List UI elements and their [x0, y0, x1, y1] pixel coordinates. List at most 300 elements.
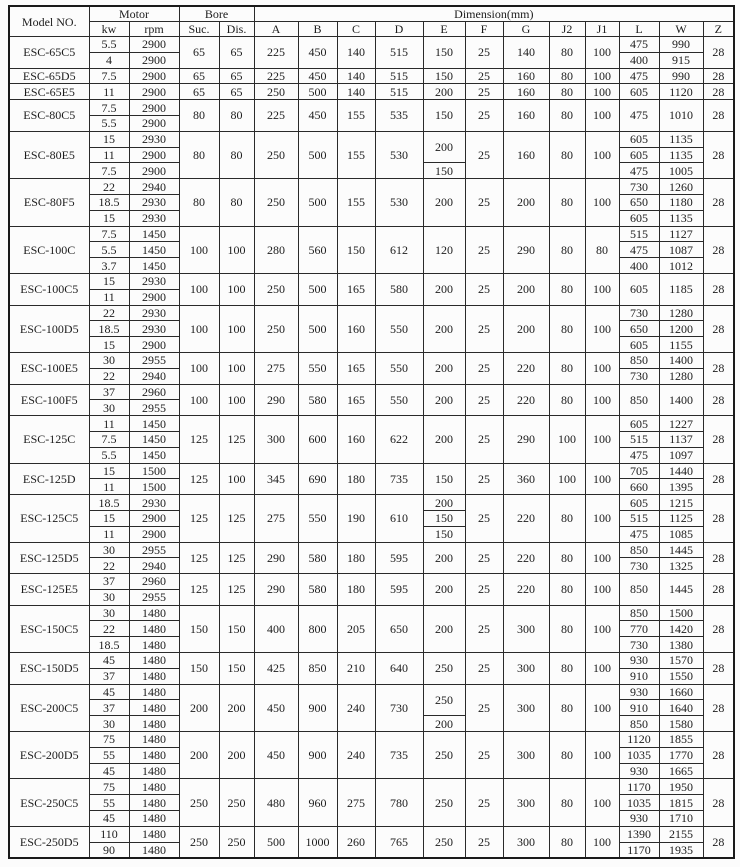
cell-dim-w: 1380 — [659, 637, 703, 653]
cell-kw: 5.5 — [89, 115, 129, 131]
cell-dim-b: 800 — [298, 605, 337, 652]
cell-dim-c: 240 — [337, 684, 375, 731]
cell-dim-d: 765 — [375, 826, 423, 858]
table-row — [9, 605, 734, 621]
table-row — [9, 352, 734, 368]
cell-dim-a: 250 — [254, 179, 298, 226]
cell-dim-c: 155 — [337, 100, 375, 132]
header-dim-b: B — [298, 22, 337, 37]
header-dim-j2: J2 — [549, 22, 585, 37]
cell-dim-g: 200 — [503, 179, 549, 226]
cell-rpm: 2940 — [129, 179, 179, 195]
cell-dim-f: 25 — [465, 684, 503, 731]
cell-kw: 90 — [89, 842, 129, 858]
cell-dim-f: 25 — [465, 305, 503, 352]
cell-dim-b: 580 — [298, 574, 337, 606]
cell-model: ESC-100C — [9, 226, 89, 273]
cell-discharge-bore: 100 — [219, 273, 254, 305]
cell-dim-a: 225 — [254, 100, 298, 132]
cell-dim-b: 560 — [298, 226, 337, 273]
cell-dim-a: 250 — [254, 131, 298, 178]
cell-dim-z: 28 — [703, 68, 734, 84]
cell-kw: 5.5 — [89, 242, 129, 258]
cell-kw: 11 — [89, 479, 129, 495]
cell-dim-b: 580 — [298, 384, 337, 416]
cell-dim-a: 250 — [254, 84, 298, 100]
cell-dim-l: 400 — [619, 52, 659, 68]
cell-kw: 30 — [89, 605, 129, 621]
cell-rpm: 1480 — [129, 826, 179, 842]
cell-kw: 37 — [89, 700, 129, 716]
cell-dim-j1: 100 — [585, 100, 619, 132]
cell-dim-e: 150 — [423, 510, 465, 526]
cell-kw: 7.5 — [89, 431, 129, 447]
cell-kw: 30 — [89, 400, 129, 416]
cell-rpm: 2955 — [129, 400, 179, 416]
cell-dim-l: 605 — [619, 495, 659, 511]
cell-dim-l: 515 — [619, 226, 659, 242]
cell-dim-j2: 80 — [549, 779, 585, 826]
cell-kw: 5.5 — [89, 37, 129, 53]
cell-dim-b: 500 — [298, 179, 337, 226]
cell-model: ESC-80C5 — [9, 100, 89, 132]
cell-dim-l: 910 — [619, 668, 659, 684]
cell-dim-d: 595 — [375, 574, 423, 606]
cell-discharge-bore: 200 — [219, 732, 254, 779]
cell-kw: 110 — [89, 826, 129, 842]
table-row — [9, 384, 734, 400]
cell-dim-e: 120 — [423, 226, 465, 273]
cell-dim-j2: 100 — [549, 463, 585, 495]
cell-dim-g: 140 — [503, 37, 549, 69]
cell-rpm: 1450 — [129, 242, 179, 258]
cell-kw: 15 — [89, 510, 129, 526]
cell-dim-g: 220 — [503, 574, 549, 606]
cell-dim-e: 200 — [423, 384, 465, 416]
cell-rpm: 1480 — [129, 811, 179, 827]
cell-kw: 18.5 — [89, 495, 129, 511]
cell-dim-f: 25 — [465, 179, 503, 226]
cell-discharge-bore: 200 — [219, 684, 254, 731]
cell-dim-j1: 100 — [585, 732, 619, 779]
cell-rpm: 1450 — [129, 226, 179, 242]
cell-discharge-bore: 250 — [219, 826, 254, 858]
cell-dim-l: 850 — [619, 384, 659, 416]
cell-kw: 7.5 — [89, 163, 129, 179]
cell-dim-g: 220 — [503, 384, 549, 416]
cell-dim-j2: 80 — [549, 605, 585, 652]
cell-dim-w: 1215 — [659, 495, 703, 511]
cell-dim-f: 25 — [465, 131, 503, 178]
cell-dim-w: 1815 — [659, 795, 703, 811]
cell-dim-e: 200 — [423, 716, 465, 732]
cell-discharge-bore: 80 — [219, 131, 254, 178]
cell-dim-w: 1445 — [659, 574, 703, 606]
cell-dim-w: 1280 — [659, 368, 703, 384]
cell-rpm: 1480 — [129, 842, 179, 858]
cell-rpm: 2940 — [129, 558, 179, 574]
cell-dim-z: 28 — [703, 37, 734, 69]
cell-rpm: 2930 — [129, 210, 179, 226]
cell-dim-l: 930 — [619, 763, 659, 779]
cell-dim-z: 28 — [703, 463, 734, 495]
header-dim-d: D — [375, 22, 423, 37]
cell-kw: 15 — [89, 273, 129, 289]
cell-dim-d: 530 — [375, 131, 423, 178]
cell-model: ESC-150D5 — [9, 653, 89, 685]
cell-dim-j1: 100 — [585, 84, 619, 100]
cell-dim-z: 28 — [703, 732, 734, 779]
cell-dim-l: 475 — [619, 526, 659, 542]
cell-dim-f: 25 — [465, 463, 503, 495]
cell-dim-c: 180 — [337, 574, 375, 606]
cell-dim-w: 915 — [659, 52, 703, 68]
table-row — [9, 305, 734, 321]
cell-dim-e: 150 — [423, 68, 465, 84]
cell-dim-w: 1010 — [659, 100, 703, 132]
cell-dim-l: 475 — [619, 68, 659, 84]
header-dim-g: G — [503, 22, 549, 37]
cell-rpm: 2960 — [129, 384, 179, 400]
cell-kw: 7.5 — [89, 68, 129, 84]
cell-dim-a: 290 — [254, 384, 298, 416]
cell-rpm: 2940 — [129, 368, 179, 384]
table-row — [9, 495, 734, 511]
cell-dim-b: 960 — [298, 779, 337, 826]
cell-suction-bore: 150 — [179, 605, 219, 652]
cell-rpm: 2900 — [129, 289, 179, 305]
cell-kw: 55 — [89, 795, 129, 811]
cell-dim-c: 150 — [337, 226, 375, 273]
cell-discharge-bore: 65 — [219, 37, 254, 69]
cell-discharge-bore: 150 — [219, 653, 254, 685]
header-row-groups — [9, 6, 734, 22]
cell-dim-e: 150 — [423, 526, 465, 542]
cell-dim-w: 1260 — [659, 179, 703, 195]
cell-dim-w: 1580 — [659, 716, 703, 732]
cell-dim-l: 850 — [619, 605, 659, 621]
cell-dim-e: 200 — [423, 131, 465, 163]
cell-rpm: 1480 — [129, 684, 179, 700]
cell-dim-j2: 80 — [549, 495, 585, 542]
cell-dim-d: 612 — [375, 226, 423, 273]
cell-dim-g: 160 — [503, 84, 549, 100]
cell-dim-a: 275 — [254, 352, 298, 384]
cell-dim-w: 1935 — [659, 842, 703, 858]
cell-suction-bore: 250 — [179, 826, 219, 858]
cell-dim-a: 290 — [254, 574, 298, 606]
cell-model: ESC-80E5 — [9, 131, 89, 178]
cell-model: ESC-150C5 — [9, 605, 89, 652]
cell-rpm: 2930 — [129, 305, 179, 321]
cell-dim-a: 450 — [254, 684, 298, 731]
cell-kw: 18.5 — [89, 637, 129, 653]
cell-dim-z: 28 — [703, 226, 734, 273]
cell-kw: 22 — [89, 179, 129, 195]
cell-discharge-bore: 65 — [219, 68, 254, 84]
cell-dim-g: 200 — [503, 273, 549, 305]
cell-dim-j2: 80 — [549, 542, 585, 574]
cell-dim-f: 25 — [465, 826, 503, 858]
cell-rpm: 1480 — [129, 700, 179, 716]
cell-suction-bore: 65 — [179, 68, 219, 84]
cell-kw: 22 — [89, 621, 129, 637]
header-dim-e: E — [423, 22, 465, 37]
cell-dim-f: 25 — [465, 542, 503, 574]
cell-dim-z: 28 — [703, 273, 734, 305]
cell-dim-d: 515 — [375, 84, 423, 100]
cell-dim-w: 1950 — [659, 779, 703, 795]
cell-dim-b: 450 — [298, 37, 337, 69]
cell-dim-w: 1665 — [659, 763, 703, 779]
cell-dim-z: 28 — [703, 100, 734, 132]
cell-rpm: 1480 — [129, 732, 179, 748]
cell-dim-g: 300 — [503, 653, 549, 685]
cell-model: ESC-65D5 — [9, 68, 89, 84]
cell-rpm: 1450 — [129, 431, 179, 447]
cell-dim-j2: 80 — [549, 653, 585, 685]
cell-rpm: 1450 — [129, 258, 179, 274]
table-row — [9, 542, 734, 558]
cell-dim-l: 475 — [619, 100, 659, 132]
cell-dim-z: 28 — [703, 605, 734, 652]
cell-discharge-bore: 65 — [219, 84, 254, 100]
cell-discharge-bore: 125 — [219, 416, 254, 463]
cell-rpm: 1480 — [129, 795, 179, 811]
header-model-no: Model NO. — [9, 6, 89, 37]
cell-dim-j2: 80 — [549, 68, 585, 84]
cell-model: ESC-200C5 — [9, 684, 89, 731]
cell-model: ESC-80F5 — [9, 179, 89, 226]
cell-model: ESC-125C5 — [9, 495, 89, 542]
cell-dim-g: 160 — [503, 68, 549, 84]
cell-dim-w: 1440 — [659, 463, 703, 479]
cell-dim-e: 200 — [423, 542, 465, 574]
cell-rpm: 2900 — [129, 526, 179, 542]
cell-dim-b: 500 — [298, 84, 337, 100]
cell-rpm: 2930 — [129, 321, 179, 337]
cell-discharge-bore: 100 — [219, 226, 254, 273]
cell-dim-w: 1125 — [659, 510, 703, 526]
cell-dim-c: 160 — [337, 416, 375, 463]
cell-kw: 55 — [89, 747, 129, 763]
cell-dim-j1: 100 — [585, 779, 619, 826]
cell-dim-e: 200 — [423, 179, 465, 226]
cell-discharge-bore: 125 — [219, 495, 254, 542]
table-header — [9, 6, 734, 37]
cell-dim-w: 2155 — [659, 826, 703, 842]
cell-kw: 22 — [89, 305, 129, 321]
cell-dim-c: 190 — [337, 495, 375, 542]
header-kw: kw — [89, 22, 129, 37]
cell-dim-l: 1170 — [619, 779, 659, 795]
cell-dim-z: 28 — [703, 826, 734, 858]
cell-dim-g: 300 — [503, 826, 549, 858]
cell-dim-w: 1135 — [659, 210, 703, 226]
cell-kw: 15 — [89, 463, 129, 479]
cell-discharge-bore: 125 — [219, 542, 254, 574]
table-row — [9, 273, 734, 289]
cell-dim-a: 225 — [254, 68, 298, 84]
cell-dim-l: 605 — [619, 210, 659, 226]
cell-dim-d: 550 — [375, 352, 423, 384]
cell-dim-d: 640 — [375, 653, 423, 685]
cell-dim-e: 200 — [423, 273, 465, 305]
cell-rpm: 1480 — [129, 605, 179, 621]
cell-dim-w: 1120 — [659, 84, 703, 100]
cell-dim-l: 605 — [619, 273, 659, 305]
cell-model: ESC-65E5 — [9, 84, 89, 100]
cell-dim-d: 595 — [375, 542, 423, 574]
cell-kw: 22 — [89, 368, 129, 384]
cell-rpm: 2900 — [129, 52, 179, 68]
cell-dim-g: 200 — [503, 305, 549, 352]
cell-dim-f: 25 — [465, 84, 503, 100]
cell-suction-bore: 100 — [179, 305, 219, 352]
cell-kw: 37 — [89, 668, 129, 684]
cell-suction-bore: 100 — [179, 384, 219, 416]
cell-dim-b: 690 — [298, 463, 337, 495]
cell-dim-l: 770 — [619, 621, 659, 637]
cell-dim-j1: 100 — [585, 684, 619, 731]
cell-dim-j1: 100 — [585, 416, 619, 463]
cell-dim-z: 28 — [703, 384, 734, 416]
cell-dim-a: 480 — [254, 779, 298, 826]
cell-discharge-bore: 80 — [219, 179, 254, 226]
cell-dim-c: 155 — [337, 179, 375, 226]
cell-dim-l: 475 — [619, 242, 659, 258]
cell-dim-f: 25 — [465, 384, 503, 416]
cell-dim-l: 930 — [619, 653, 659, 669]
cell-dim-d: 735 — [375, 463, 423, 495]
header-suc: Suc. — [179, 22, 219, 37]
cell-dim-l: 1035 — [619, 795, 659, 811]
cell-kw: 15 — [89, 131, 129, 147]
header-dim-z: Z — [703, 22, 734, 37]
cell-rpm: 1480 — [129, 779, 179, 795]
cell-dim-j2: 80 — [549, 574, 585, 606]
cell-rpm: 2930 — [129, 495, 179, 511]
cell-dim-c: 205 — [337, 605, 375, 652]
cell-rpm: 1450 — [129, 416, 179, 432]
cell-dim-a: 450 — [254, 732, 298, 779]
table-row — [9, 684, 734, 700]
cell-dim-j1: 100 — [585, 542, 619, 574]
spec-table-body — [9, 37, 734, 859]
table-row — [9, 732, 734, 748]
cell-kw: 7.5 — [89, 226, 129, 242]
cell-dim-l: 515 — [619, 431, 659, 447]
cell-dim-w: 1570 — [659, 653, 703, 669]
cell-dim-f: 25 — [465, 732, 503, 779]
cell-rpm: 1480 — [129, 716, 179, 732]
cell-dim-j1: 100 — [585, 273, 619, 305]
cell-dim-c: 260 — [337, 826, 375, 858]
cell-suction-bore: 125 — [179, 495, 219, 542]
cell-kw: 11 — [89, 84, 129, 100]
cell-model: ESC-125D5 — [9, 542, 89, 574]
cell-kw: 11 — [89, 289, 129, 305]
cell-dim-z: 28 — [703, 495, 734, 542]
cell-dim-w: 1135 — [659, 131, 703, 147]
cell-dim-b: 1000 — [298, 826, 337, 858]
cell-dim-e: 200 — [423, 352, 465, 384]
cell-dim-l: 1035 — [619, 747, 659, 763]
cell-dim-g: 300 — [503, 605, 549, 652]
cell-dim-l: 730 — [619, 637, 659, 653]
cell-dim-l: 475 — [619, 163, 659, 179]
cell-dim-b: 850 — [298, 653, 337, 685]
cell-dim-g: 300 — [503, 684, 549, 731]
table-row — [9, 100, 734, 116]
cell-dim-j2: 80 — [549, 84, 585, 100]
cell-dim-w: 1640 — [659, 700, 703, 716]
header-dim-a: A — [254, 22, 298, 37]
cell-discharge-bore: 100 — [219, 305, 254, 352]
cell-suction-bore: 100 — [179, 226, 219, 273]
cell-dim-e: 200 — [423, 605, 465, 652]
cell-kw: 18.5 — [89, 321, 129, 337]
cell-kw: 15 — [89, 337, 129, 353]
cell-kw: 11 — [89, 526, 129, 542]
cell-model: ESC-100D5 — [9, 305, 89, 352]
table-row — [9, 226, 734, 242]
cell-dim-d: 780 — [375, 779, 423, 826]
cell-dim-z: 28 — [703, 779, 734, 826]
cell-kw: 15 — [89, 210, 129, 226]
cell-model: ESC-200D5 — [9, 732, 89, 779]
header-dim-j1: J1 — [585, 22, 619, 37]
cell-dim-d: 530 — [375, 179, 423, 226]
cell-dim-l: 605 — [619, 84, 659, 100]
cell-model: ESC-100C5 — [9, 273, 89, 305]
header-dis: Dis. — [219, 22, 254, 37]
cell-dim-w: 1395 — [659, 479, 703, 495]
cell-dim-b: 450 — [298, 68, 337, 84]
cell-dim-w: 990 — [659, 37, 703, 53]
cell-dim-f: 25 — [465, 779, 503, 826]
cell-rpm: 1480 — [129, 747, 179, 763]
cell-suction-bore: 100 — [179, 273, 219, 305]
cell-dim-j2: 80 — [549, 179, 585, 226]
cell-dim-w: 1085 — [659, 526, 703, 542]
cell-dim-l: 730 — [619, 368, 659, 384]
header-row-columns — [9, 22, 734, 37]
cell-dim-a: 290 — [254, 542, 298, 574]
cell-dim-l: 400 — [619, 258, 659, 274]
cell-rpm: 1480 — [129, 637, 179, 653]
cell-dim-c: 275 — [337, 779, 375, 826]
cell-rpm: 2900 — [129, 37, 179, 53]
cell-dim-j1: 100 — [585, 605, 619, 652]
cell-dim-e: 250 — [423, 779, 465, 826]
cell-suction-bore: 200 — [179, 732, 219, 779]
cell-dim-l: 650 — [619, 321, 659, 337]
cell-rpm: 2900 — [129, 68, 179, 84]
cell-dim-j1: 100 — [585, 68, 619, 84]
cell-dim-d: 730 — [375, 684, 423, 731]
cell-dim-g: 290 — [503, 416, 549, 463]
cell-dim-j2: 80 — [549, 826, 585, 858]
cell-dim-l: 660 — [619, 479, 659, 495]
cell-dim-b: 500 — [298, 131, 337, 178]
cell-suction-bore: 65 — [179, 84, 219, 100]
cell-dim-z: 28 — [703, 542, 734, 574]
cell-suction-bore: 65 — [179, 37, 219, 69]
cell-dim-j1: 100 — [585, 352, 619, 384]
cell-dim-l: 930 — [619, 811, 659, 827]
cell-dim-w: 1770 — [659, 747, 703, 763]
